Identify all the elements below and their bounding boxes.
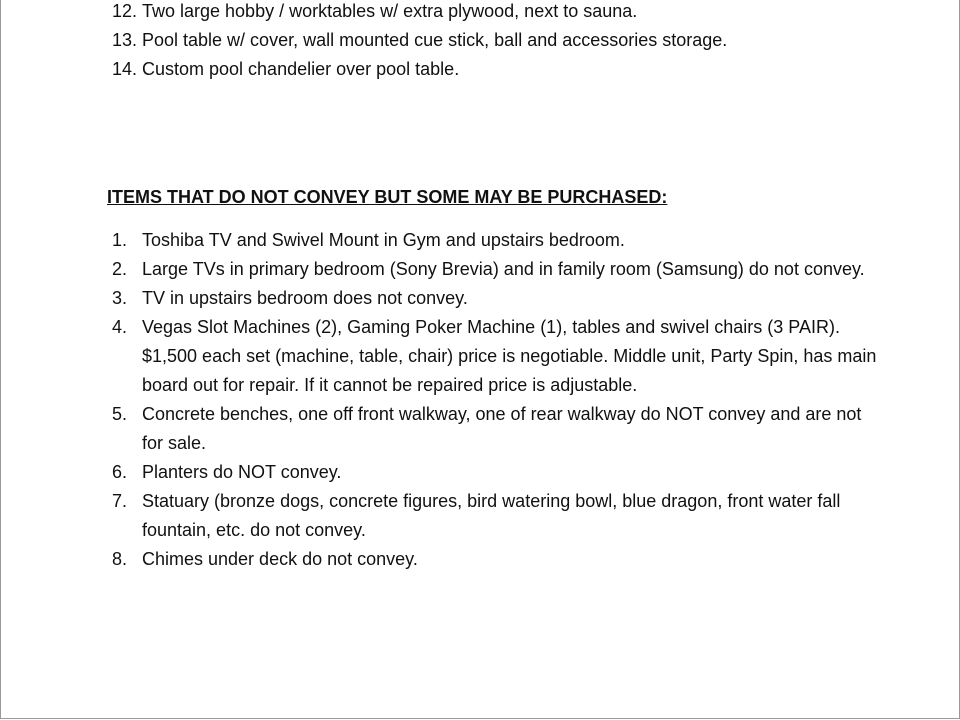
item-number: 1. [112, 230, 128, 250]
list-item [112, 55, 912, 84]
list-item [112, 255, 880, 284]
list-item [112, 226, 880, 255]
non-conveying-item-list [112, 226, 880, 574]
item-number: 8. [112, 549, 128, 569]
list-item [112, 284, 880, 313]
item-text: Vegas Slot Machines (2), Gaming Poker Machine (1), tables and swivel chairs (3 PAIR). $1,500 each set (machine, table, chair) price is negotiable. Middle unit, Party Spin, has main board out for repair. If it cannot be repaired price is adjustable. [142, 317, 877, 395]
item-number: 3. [112, 288, 128, 308]
item-text: Custom pool chandelier over pool table. [142, 59, 460, 79]
continued-item-list [112, 0, 912, 84]
section-heading: ITEMS THAT DO NOT CONVEY BUT SOME MAY BE PURCHASED: [107, 187, 668, 207]
item-number: 5. [112, 404, 128, 424]
item-text: Two large hobby / worktables w/ extra plywood, next to sauna. [142, 1, 638, 21]
item-number: 4. [112, 317, 128, 337]
list-item [112, 458, 880, 487]
item-text: Planters do NOT convey. [142, 462, 342, 482]
list-item [112, 545, 880, 574]
list-item [112, 313, 880, 400]
item-text: Chimes under deck do not convey. [142, 549, 418, 569]
item-text: Pool table w/ cover, wall mounted cue stick, ball and accessories storage. [142, 30, 728, 50]
list-item [112, 26, 912, 55]
item-number: 2. [112, 259, 128, 279]
item-number: 6. [112, 462, 128, 482]
list-item [112, 0, 912, 26]
item-number: 7. [112, 491, 128, 511]
item-text: Statuary (bronze dogs, concrete figures, bird watering bowl, blue dragon, front water fall fountain, etc. do not convey. [142, 491, 841, 540]
item-number: 13. [112, 30, 138, 50]
list-item [112, 487, 880, 545]
item-text: Concrete benches, one off front walkway, one of rear walkway do NOT convey and are not for sale. [142, 404, 862, 453]
item-text: Toshiba TV and Swivel Mount in Gym and upstairs bedroom. [142, 230, 625, 250]
list-item [112, 400, 880, 458]
item-text: TV in upstairs bedroom does not convey. [142, 288, 468, 308]
item-number: 14. [112, 59, 138, 79]
item-text: Large TVs in primary bedroom (Sony Brevia) and in family room (Samsung) do not convey. [142, 259, 865, 279]
item-number: 12. [112, 1, 138, 21]
